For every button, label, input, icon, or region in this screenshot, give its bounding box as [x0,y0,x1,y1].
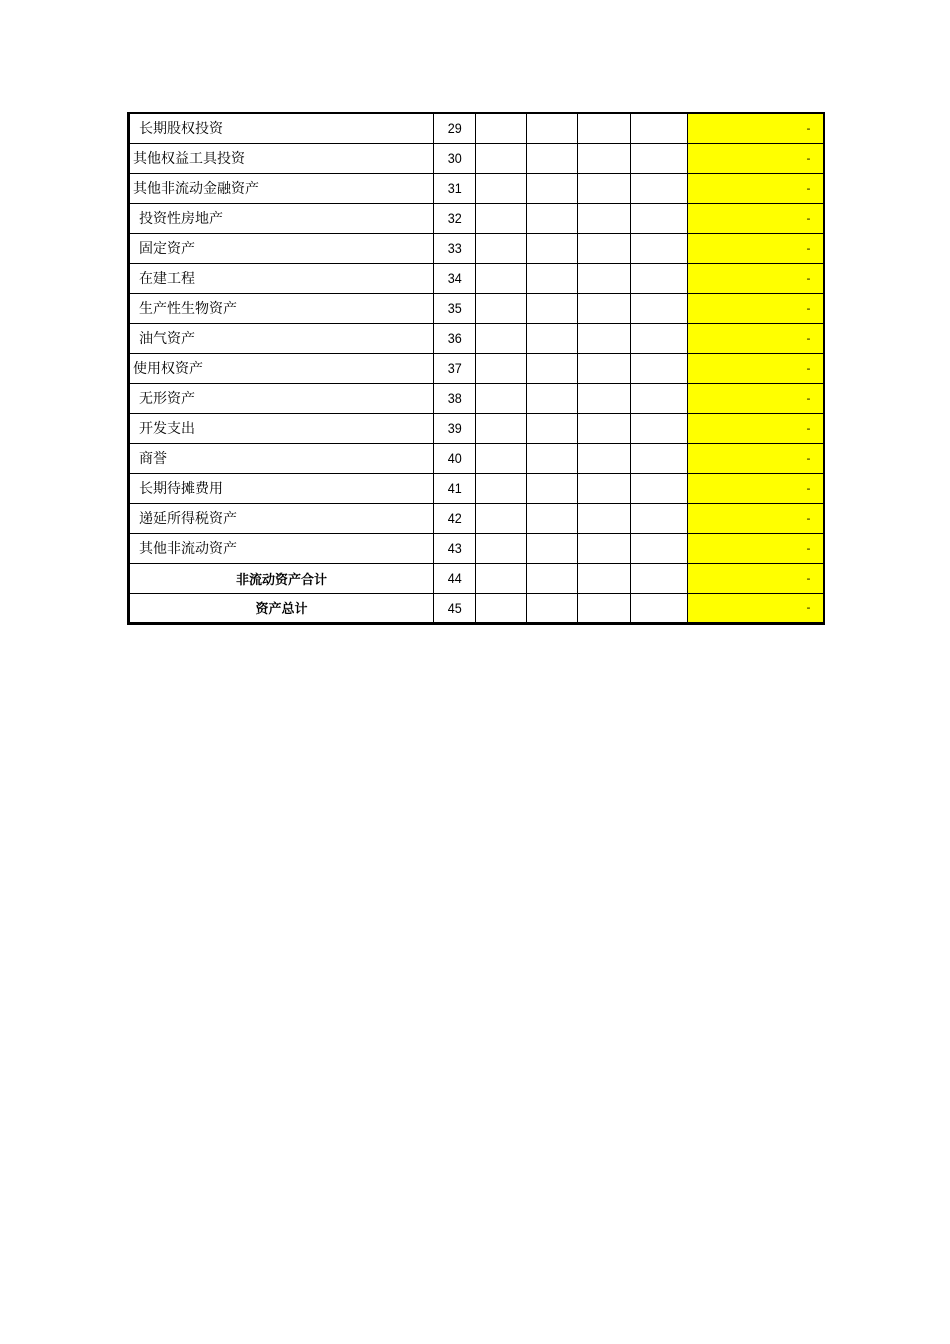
table-row [129,593,824,623]
empty-cell[interactable] [631,203,688,233]
empty-cell[interactable] [527,293,578,323]
line-number-cell[interactable] [434,353,476,383]
line-number: 39 [447,420,462,436]
table-row [129,143,824,173]
empty-cell[interactable] [476,533,527,563]
item-label[interactable]: 使用权资产 [129,353,434,383]
line-number-cell[interactable] [434,263,476,293]
empty-cell[interactable] [578,113,631,143]
line-number: 29 [447,120,462,137]
balance-sheet-table [127,112,825,625]
line-number: 37 [447,360,462,376]
empty-cell[interactable] [527,413,578,443]
empty-cell[interactable] [527,323,578,353]
amount-cell[interactable]: - [688,293,824,323]
item-label[interactable]: 递延所得税资产 [129,503,434,533]
line-number: 35 [447,300,462,316]
total-item-label[interactable]: 非流动资产合计 [129,563,434,593]
empty-cell[interactable] [578,143,631,173]
line-number: 40 [447,450,462,466]
line-number-cell[interactable] [434,233,476,263]
empty-cell[interactable] [527,503,578,533]
empty-cell[interactable] [631,323,688,353]
amount-cell[interactable]: - [688,353,824,383]
line-number-cell[interactable] [434,173,476,203]
amount-cell[interactable]: - [688,383,824,413]
line-number: 41 [447,480,462,496]
empty-cell[interactable] [476,473,527,503]
amount-cell[interactable]: - [688,503,824,533]
line-number-cell[interactable] [434,413,476,443]
line-number: 31 [447,180,462,196]
line-number: 36 [447,330,462,346]
item-label[interactable]: 在建工程 [129,263,434,293]
empty-cell[interactable] [527,563,578,593]
empty-cell[interactable] [527,473,578,503]
amount-cell[interactable]: - [688,263,824,293]
empty-cell[interactable] [578,383,631,413]
item-label[interactable]: 无形资产 [129,383,434,413]
empty-cell[interactable] [578,593,631,623]
empty-cell[interactable] [476,323,527,353]
amount-cell[interactable]: - [688,203,824,233]
line-number-cell[interactable] [434,473,476,503]
table-row [129,113,824,143]
table-row [129,503,824,533]
line-number-cell[interactable] [434,323,476,353]
empty-cell[interactable] [578,233,631,263]
table-row [129,473,824,503]
amount-cell[interactable]: - [688,593,824,623]
table-row [129,293,824,323]
line-number: 43 [447,540,462,556]
line-number-cell[interactable] [434,143,476,173]
line-number-cell[interactable] [434,503,476,533]
empty-cell[interactable] [527,173,578,203]
empty-cell[interactable] [476,503,527,533]
amount-cell[interactable]: - [688,143,824,173]
empty-cell[interactable] [476,383,527,413]
empty-cell[interactable] [631,143,688,173]
empty-cell[interactable] [631,413,688,443]
line-number: 38 [447,390,462,406]
empty-cell[interactable] [527,113,578,143]
empty-cell[interactable] [631,173,688,203]
empty-cell[interactable] [578,503,631,533]
amount-cell[interactable]: - [688,113,824,143]
empty-cell[interactable] [631,233,688,263]
empty-cell[interactable] [578,293,631,323]
item-label[interactable]: 其他权益工具投资 [129,143,434,173]
table-row [129,443,824,473]
line-number: 42 [447,510,462,526]
line-number: 32 [447,210,462,226]
item-label[interactable]: 油气资产 [129,323,434,353]
item-label[interactable]: 商誉 [129,443,434,473]
empty-cell[interactable] [527,263,578,293]
empty-cell[interactable] [476,293,527,323]
amount-cell[interactable]: - [688,533,824,563]
table-row [129,263,824,293]
empty-cell[interactable] [631,113,688,143]
empty-cell[interactable] [578,533,631,563]
empty-cell[interactable] [578,173,631,203]
empty-cell[interactable] [527,203,578,233]
item-label[interactable]: 长期股权投资 [129,113,434,143]
item-label[interactable]: 固定资产 [129,233,434,263]
empty-cell[interactable] [578,323,631,353]
line-number: 45 [447,599,462,616]
amount-cell[interactable]: - [688,443,824,473]
empty-cell[interactable] [476,203,527,233]
empty-cell[interactable] [631,383,688,413]
empty-cell[interactable] [527,233,578,263]
table-row [129,353,824,383]
line-number-cell[interactable] [434,443,476,473]
empty-cell[interactable] [578,203,631,233]
balance-sheet-body [129,113,824,623]
empty-cell[interactable] [578,263,631,293]
empty-cell[interactable] [578,353,631,383]
empty-cell[interactable] [578,413,631,443]
total-item-label[interactable]: 资产总计 [129,593,434,623]
empty-cell[interactable] [631,563,688,593]
line-number-cell[interactable] [434,383,476,413]
amount-cell[interactable]: - [688,233,824,263]
line-number: 44 [447,570,462,586]
empty-cell[interactable] [476,173,527,203]
empty-cell[interactable] [476,593,527,623]
empty-cell[interactable] [476,263,527,293]
line-number-cell[interactable] [434,293,476,323]
empty-cell[interactable] [476,413,527,443]
line-number: 33 [447,240,462,256]
empty-cell[interactable] [631,263,688,293]
item-label[interactable]: 其他非流动金融资产 [129,173,434,203]
empty-cell[interactable] [527,593,578,623]
amount-cell[interactable]: - [688,173,824,203]
empty-cell[interactable] [631,353,688,383]
line-number-cell[interactable] [434,113,476,143]
table-row [129,233,824,263]
empty-cell[interactable] [527,443,578,473]
line-number-cell[interactable] [434,203,476,233]
amount-cell[interactable]: - [688,323,824,353]
line-number: 30 [447,150,462,166]
item-label[interactable]: 生产性生物资产 [129,293,434,323]
table-row [129,533,824,563]
amount-cell[interactable]: - [688,473,824,503]
line-number-cell[interactable] [434,593,476,623]
empty-cell[interactable] [527,533,578,563]
empty-cell[interactable] [631,533,688,563]
empty-cell[interactable] [578,563,631,593]
empty-cell[interactable] [578,473,631,503]
empty-cell[interactable] [631,443,688,473]
item-label[interactable]: 投资性房地产 [129,203,434,233]
empty-cell[interactable] [527,383,578,413]
empty-cell[interactable] [631,503,688,533]
empty-cell[interactable] [476,143,527,173]
line-number: 34 [447,270,462,286]
empty-cell[interactable] [631,473,688,503]
amount-cell[interactable]: - [688,563,824,593]
table-row [129,173,824,203]
empty-cell[interactable] [527,353,578,383]
empty-cell[interactable] [476,113,527,143]
empty-cell[interactable] [631,593,688,623]
table-row [129,203,824,233]
empty-cell[interactable] [476,563,527,593]
table-row [129,383,824,413]
empty-cell[interactable] [578,443,631,473]
empty-cell[interactable] [476,353,527,383]
item-label[interactable]: 其他非流动资产 [129,533,434,563]
table-row [129,413,824,443]
table-row [129,563,824,593]
empty-cell[interactable] [476,443,527,473]
empty-cell[interactable] [476,233,527,263]
item-label[interactable]: 开发支出 [129,413,434,443]
empty-cell[interactable] [527,143,578,173]
line-number-cell[interactable] [434,563,476,593]
table-row [129,323,824,353]
amount-cell[interactable]: - [688,413,824,443]
line-number-cell[interactable] [434,533,476,563]
empty-cell[interactable] [631,293,688,323]
item-label[interactable]: 长期待摊费用 [129,473,434,503]
